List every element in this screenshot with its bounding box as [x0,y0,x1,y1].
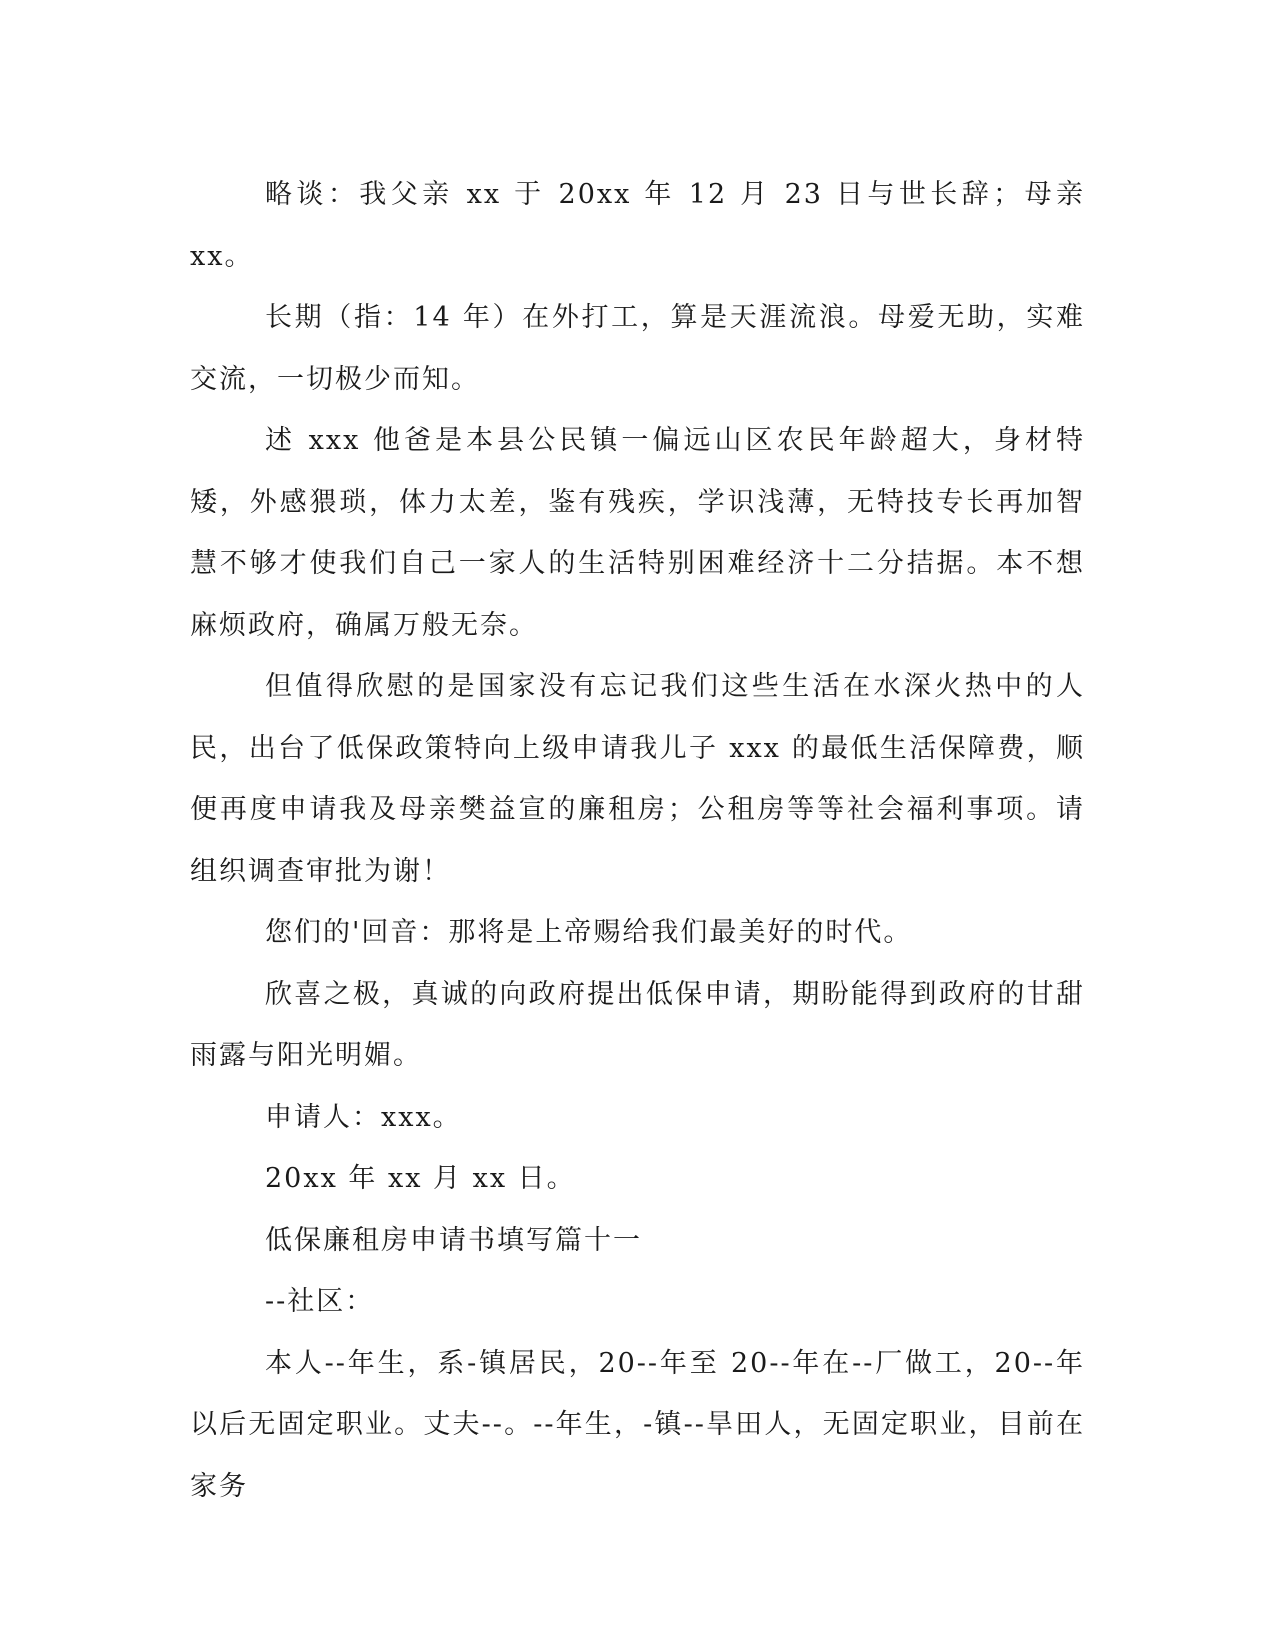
paragraph-sincere-application: 欣喜之极，真诚的向政府提出低保申请，期盼能得到政府的甘甜雨露与阳光明媚。 [190,978,1085,1071]
paragraph-working-away: 长期（指：14 年）在外打工，算是天涯流浪。母爱无助，实难交流，一切极少而知。 [190,302,1085,395]
paragraph-father-death: 略谈：我父亲 xx 于 20xx 年 12 月 23 日与世长辞；母亲 xx。 [190,179,1085,272]
paragraph-family-hardship: 述 xxx 他爸是本县公民镇一偏远山区农民年龄超大，身材特矮，外感猥琐，体力太差，鉴有残疾，学识浅薄，无特技专长再加智慧不够才使我们自己一家人的生活特别困难经济十二分拮据。本不想麻烦政府，确属万般无奈。 [190,425,1085,641]
application-date: 20xx 年 xx 月 xx 日。 [265,1163,576,1194]
paragraph-application-request: 但值得欣慰的是国家没有忘记我们这些生活在水深火热中的人民，出台了低保政策特向上级申请我儿子 xxx 的最低生活保障费，顺便再度申请我及母亲樊益宣的廉租房；公租房等等社会福利事项。请组织调查审批为谢！ [190,671,1085,887]
paragraph-personal-info: 本人--年生，系-镇居民，20--年至 20--年在--厂做工，20--年以后无固定职业。丈夫--。--年生，-镇--旱田人，无固定职业，目前在家务 [190,1347,1085,1502]
applicant-signature: 申请人：xxx。 [265,1101,462,1133]
salutation: --社区： [265,1286,375,1317]
paragraph-reply-hope: 您们的'回音：那将是上帝赐给我们最美好的时代。 [265,917,913,948]
document-body [190,164,1085,1517]
section-heading: 低保廉租房申请书填写篇十一 [265,1224,642,1256]
